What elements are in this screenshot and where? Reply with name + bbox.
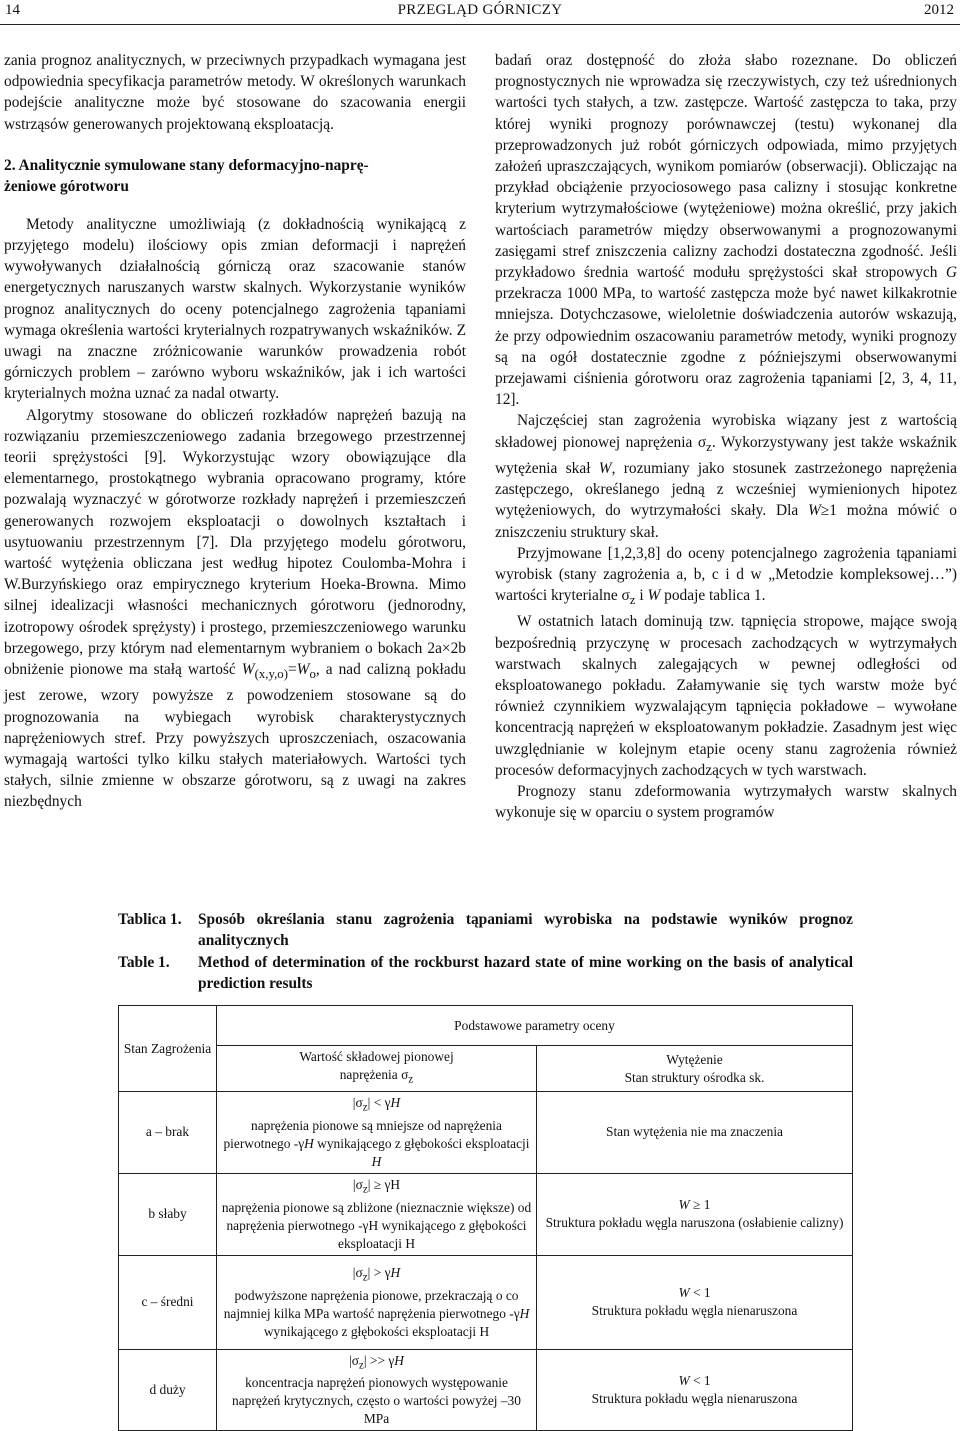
paragraph: Przyjmowane [1,2,3,8] do oceny potencjalnego zagrożenia tąpaniami wyrobisk (stany zagrożenia a, b, c i d w „Metodzie kompleksowej…”) wartości kryterialne $\sigma_z$ i W podaje tablica 1.: [495, 544, 957, 608]
subheader-stress: Wartość składowej pionowej naprężenia $\sigma_z$: [217, 1046, 537, 1092]
header-params: Podstawowe parametry oceny: [217, 1006, 853, 1046]
paragraph: Prognozy stanu zdeformowania wytrzymałych warstw skalnych wykonuje się w oparciu o system programów: [495, 783, 957, 822]
header-state: Stan Zagrożenia: [119, 1006, 217, 1092]
state-cell: b słaby: [119, 1173, 217, 1255]
header-rule: [0, 24, 960, 25]
year: 2012: [924, 2, 954, 18]
caption-english: [118, 953, 853, 994]
paragraph: W ostatnich latach dominują tzw. tąpnięcia stropowe, mające swoją bezpośrednią przyczynę w procesach zachodzących w wytrzymałych warstwach skalnych zalegających w pewnej odległości od eksploatowanego pokładu. Załamywanie się tych warstw może być również czynnikiem wyzwalającym tąpnięcia pokładowe – wywołane koncentracją naprężeń w eksploatowanym pokładzie. Zasadnym jest więc uwzględnianie w kolejnym etapie oceny stanu zagrożenia również procesów deformacyjnych zachodzących w tych warstwach.: [495, 613, 957, 779]
right-column: [495, 50, 957, 823]
table-row: [119, 1173, 853, 1255]
table-subheader-row: [119, 1046, 853, 1092]
effort-cell: Stan wytężenia nie ma znaczenia: [537, 1092, 853, 1174]
caption-label: Tablica 1.: [118, 911, 182, 928]
caption-label: Table 1.: [118, 954, 170, 971]
state-cell: a – brak: [119, 1092, 217, 1174]
table-row: [119, 1092, 853, 1174]
section-heading: 2. Analitycznie symulowane stany deformacyjno-naprę- żeniowe górotworu: [4, 156, 369, 195]
caption-text: Sposób określania stanu zagrożenia tąpaniami wyrobiska na podstawie wyników prognoz analitycznych: [198, 911, 853, 949]
table-row: [119, 1255, 853, 1349]
state-cell: d duży: [119, 1349, 217, 1431]
table-row: [119, 1349, 853, 1431]
left-column: [4, 50, 466, 813]
state-cell: c – średni: [119, 1255, 217, 1349]
effort-cell: W < 1 Struktura pokładu węgla nienaruszona: [537, 1255, 853, 1349]
paragraph: Algorytmy stosowane do obliczeń rozkładów naprężeń bazują na rozwiązaniu przemieszczeniowego zadania brzegowego przestrzennej teorii sprężystości [9]. Wykorzystując wzory obowiązujące dla elementarnego, prostokątnego wybrania opracowano programy, które pozwalają wyznaczyć w górotworze rozkłady naprężeń i przemieszczeń generowanych rozwojem eksploatacji o dowolnych kształtach i usytuowaniu przestrzennym [7]. Dla przyjętego modelu górotworu, wartość wytężenia obliczana jest według hipotez Coulomba-Mohra i W.Burzyńskiego oraz empirycznego kryterium Hoeka-Browna. Mimo silnej idealizacji własności mechanicznych górotworu (jednorodny, izotropowy ośrodek sprężysty) i prostego, przemieszczeniowego warunku brzegowego, przy którym nad elementarnym wybraniem o bokach 2a×2b obniżenie pionowe ma stałą wartość $W_{(x,y,o)}=W_o$, a nad calizną pokładu jest zerowe, wzory powyższe z powodzeniem stosowane są do prognozowania na wybiegach wyrobisk charakterystycznych naprężeniowych stref. Przy powyższych uproszczeniach, oszacowania wymagają wartości tylko kilku stałych materiałowych. Wartości tych stałych, silnie zmienne w obszarze górotworu, są z uwagi na zakres niezbędnych: [4, 406, 467, 811]
stress-cell: $|\sigma_z| \ge \gamma H$ naprężenia pionowe są zbliżone (nieznacznie większe) od naprężenia pierwotnego -γH wynikającego z głębokości eksploatacji H: [217, 1173, 537, 1255]
journal-title: PRZEGLĄD GÓRNICZY: [397, 2, 563, 18]
stress-cell: $|\sigma_z| < \gamma H$ naprężenia pionowe są mniejsze od naprężenia pierwotnego -γH wynikającego z głębokości eksploatacji H: [217, 1092, 537, 1174]
stress-cell: $|\sigma_z| > \gamma H$ podwyższone naprężenia pionowe, przekraczają o co najmniej kilka MPa wartość naprężenia pierwotnego -γH wynikającego z głębokości eksploatacji H: [217, 1255, 537, 1349]
effort-cell: W < 1 Struktura pokładu węgla nienaruszona: [537, 1349, 853, 1431]
table-caption: [118, 910, 853, 994]
caption-text: Method of determination of the rockburst hazard state of mine working on the basis of analytical prediction results: [198, 954, 853, 992]
stress-cell: $|\sigma_z| >> \gamma H$ koncentracja naprężeń pionowych występowanie naprężeń krytycznych, często o wartości powyżej –30 MPa: [217, 1349, 537, 1431]
hazard-table: [118, 1005, 853, 1431]
running-header: [0, 0, 960, 24]
paragraph: badań oraz dostępność do złoża słabo rozeznane. Do obliczeń prognostycznych nie wprowadza się rzeczywistych, czy też uśrednionych wartości tych stałych, a tzw. zastępcze. Wartość zastępcza to taka, przy której wyniki prognozy porównawczej (testu) wykonanej dla przeprowadzonych już robót górniczych odpowiada, mimo przyjętych założeń upraszczających, wynikom pomiarów (obserwacji). Obliczając na przykład obciążenie przyociosowego pasa calizny i stosując konkretne kryterium wytrzymałościowe (wytężeniowe) można określić, przy jakich wartościach parametrów między obserwowanymi a prognozowanymi zasięgami stref zniszczenia calizny zachodzi dostateczna zgodność. Jeśli przykładowo średnia wartość modułu sprężystości skał stropowych G przekracza 1000 MPa, to wartość zastępcza może być nawet kilkakrotnie mniejsza. Dotychczasowe, wieloletnie doświadczenia autorów wskazują, że przy odpowiednim oszacowaniu parametrów metody, wyniki prognozy są na ogół dostatecznie zgodne z późniejszymi obserwowanymi przejawami ciśnienia górotworu oraz zagrożenia tąpaniami [2, 3, 4, 11, 12].: [495, 52, 957, 409]
paragraph: Metody analityczne umożliwiają (z dokładnością wynikającą z przyjętego modelu) ilościowy opis zmian deformacji i naprężeń wywoływanych działalnością górniczą oraz szacowanie stanów energetycznych naruszanych warstw skalnych. Wykorzystanie wyników prognoz analitycznych do oceny potencjalnego zagrożenia tąpaniami wymaga określenia wartości kryterialnych rozpatrywanych wskaźników. Z uwagi na znaczne zróżnicowanie warunków prowadzenia robót górniczych problem – zarówno wyboru wskaźników, jak i ich wartości kryterialnych można uznać za nadal otwarty.: [4, 215, 466, 403]
paragraph: zania prognoz analitycznych, w przeciwnych przypadkach wymagana jest odpowiednia specyfikacja parametrów metody. W określonych warunkach podejście analityczne może być stosowane do szacowania energii wstrząsów generowanych projektowaną eksploatacją.: [4, 52, 466, 133]
paragraph: Najczęściej stan zagrożenia wyrobiska wiązany jest z wartością składowej pionowej naprężenia $\sigma_z$. Wykorzystywany jest także wskaźnik wytężenia skał W, rozumiany jako stosunek zastrzeżonego naprężenia zastępczego, określanego jedną z wcześniej wymienionych hipotez wytężeniowych, do wytrzymałości skały. Dla W≥1 można mówić o zniszczeniu struktury skał.: [495, 412, 957, 541]
effort-cell: W ≥ 1 Struktura pokładu węgla naruszona (osłabienie calizny): [537, 1173, 853, 1255]
caption-polish: [118, 910, 853, 951]
page-number: 14: [5, 2, 20, 18]
table-header-row: [119, 1006, 853, 1046]
subheader-effort: Wytężenie Stan struktury ośrodka sk.: [537, 1046, 853, 1092]
